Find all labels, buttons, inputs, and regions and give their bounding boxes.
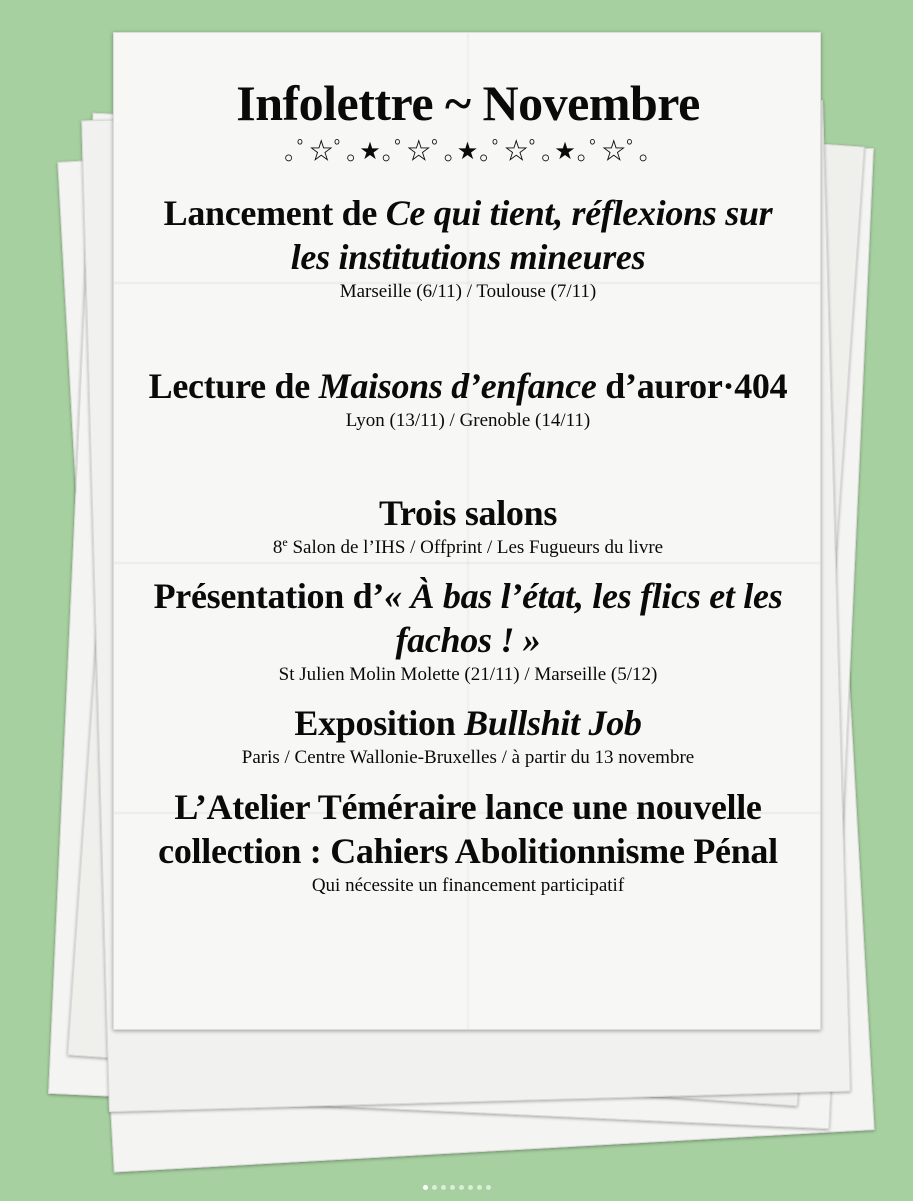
- event-book-launch: [144, 191, 792, 304]
- event-heading-suffix: d’auror·404: [596, 366, 788, 406]
- salon-number: 8: [272, 537, 283, 558]
- event-subtitle: Lyon (13/11) / Grenoble (14/11): [345, 410, 591, 431]
- carousel-dot[interactable]: [423, 1185, 428, 1190]
- event-subtitle: St Julien Molin Molette (21/11) / Marseille (5/12): [278, 664, 658, 685]
- carousel-dot[interactable]: [468, 1185, 473, 1190]
- carousel-dot[interactable]: [459, 1185, 464, 1190]
- carousel-indicator[interactable]: [0, 1185, 913, 1190]
- event-new-collection: [144, 785, 792, 898]
- carousel-dot[interactable]: [432, 1185, 437, 1190]
- event-reading: [144, 364, 792, 433]
- event-heading: [144, 701, 792, 745]
- carousel-dot[interactable]: [441, 1185, 446, 1190]
- event-heading: L’Atelier Téméraire lance une nouvelle collection : Cahiers Abolitionnisme Pénal: [158, 787, 778, 871]
- event-heading-title: Bullshit Job: [464, 703, 642, 743]
- event-heading: [144, 574, 792, 662]
- event-heading-title: « À bas l’état, les flics et les fachos ! »: [384, 576, 783, 660]
- event-heading-prefix: Exposition: [294, 703, 465, 743]
- carousel-dot[interactable]: [477, 1185, 482, 1190]
- event-heading: [144, 191, 792, 279]
- stars-divider: ｡ﾟ☆ﾟ｡★｡ﾟ☆ﾟ｡★｡ﾟ☆ﾟ｡★｡ﾟ☆ﾟ｡: [284, 137, 652, 165]
- event-heading-prefix: Présentation d’: [153, 576, 385, 616]
- carousel-dot[interactable]: [450, 1185, 455, 1190]
- event-salons: [144, 491, 792, 560]
- event-heading: [144, 364, 792, 408]
- event-heading-prefix: Lancement de: [163, 193, 386, 233]
- event-heading-prefix: Lecture de: [148, 366, 319, 406]
- event-exhibition: [144, 701, 792, 770]
- poster-title: Infolettre ~ Novembre: [236, 75, 700, 131]
- event-heading: Trois salons: [378, 493, 558, 533]
- newsletter-poster: [113, 32, 821, 1030]
- event-subtitle: Qui nécessite un financement participatif: [311, 875, 625, 896]
- event-subtitle: Paris / Centre Wallonie-Bruxelles / à partir du 13 novembre: [241, 747, 695, 768]
- carousel-dot[interactable]: [486, 1185, 491, 1190]
- salon-ordinal: e: [282, 535, 288, 549]
- event-heading-title: Ce qui tient, réflexions sur les institutions mineures: [290, 193, 773, 277]
- salon-list: Salon de l’IHS / Offprint / Les Fugueurs du livre: [287, 537, 664, 558]
- event-subtitle: Marseille (6/11) / Toulouse (7/11): [339, 281, 597, 302]
- event-heading-title: Maisons d’enfance: [318, 366, 597, 406]
- event-presentation: [144, 574, 792, 687]
- event-subtitle: [144, 536, 792, 560]
